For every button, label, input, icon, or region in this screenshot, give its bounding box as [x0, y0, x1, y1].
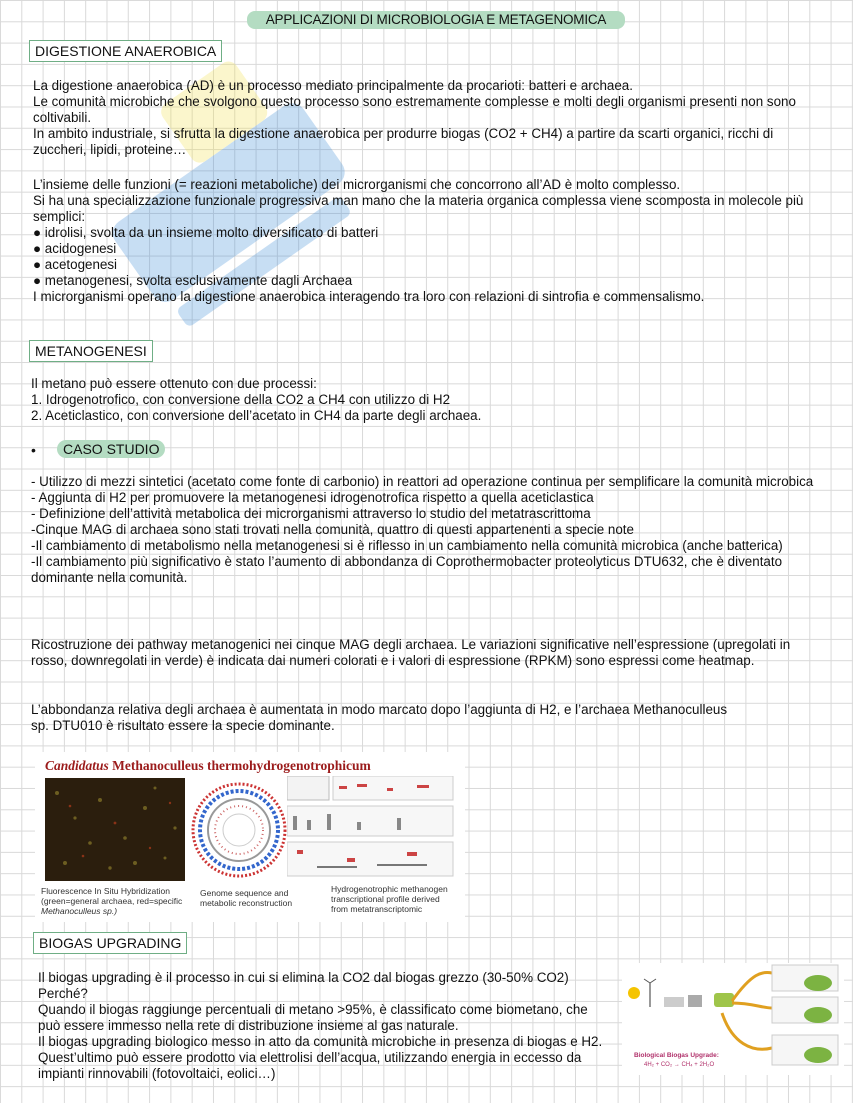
section-heading-digestione: DIGESTIONE ANAEROBICA: [29, 40, 222, 62]
list-item: -Il cambiamento di metabolismo nella metanogenesi si è riflesso in un cambiamento nella comunità microbica (anche batterica): [31, 538, 783, 553]
list-item: ● acidogenesi: [33, 241, 117, 256]
text-line: Il biogas upgrading biologico messo in atto da comunità microbiche in presenza di biogas e H2. Quest’ultimo può essere prodotto via elettrolisi dell’acqua, utilizzando energia in eccesso da impianti rinnovabili (fotovoltaici, eolici…): [38, 1034, 603, 1081]
list-item: ● metanogenesi, svolta esclusivamente dagli Archaea: [33, 273, 353, 288]
list-item: - Definizione dell’attività metabolica dei microrganismi attraverso lo studio del metatrascrittoma: [31, 506, 591, 521]
circular-genome-map: [187, 774, 297, 882]
caption-fish: [41, 886, 182, 916]
fish-microscopy-image: [45, 778, 185, 881]
metanogenesi-processes: [31, 376, 821, 424]
caso-studio-bullet: •: [31, 442, 36, 458]
caption-line: metabolic reconstruction: [200, 898, 293, 908]
list-item: ● acetogenesi: [33, 257, 118, 272]
list-item: 1. Idrogenotrofico, con conversione della CO2 a CH4 con utilizzo di H2: [31, 392, 451, 407]
text-line: La digestione anaerobica (AD) è un processo mediato principalmente da procarioti: batteri e archaea.: [33, 78, 633, 93]
caption-line: (green=general archaea, red=specific: [41, 896, 183, 906]
figure-title-italic: Candidatus: [45, 758, 109, 773]
biogas-paragraph: [38, 970, 610, 1082]
section-heading-biogas: BIOGAS UPGRADING: [33, 932, 187, 954]
ricostruzione-paragraph: Ricostruzione dei pathway metanogenici nei cinque MAG degli archaea. Le variazioni significative nell’espressione (upregolati in rosso, downregolati in verde) è indicata dai numeri colorati e i valori di espressione (RPKM) sono espressi come heatmap.: [31, 637, 791, 668]
caption-line: Genome sequence and: [200, 888, 289, 898]
transcriptional-profile-panels: [287, 776, 457, 880]
text-line: Il metano può essere ottenuto con due processi:: [31, 376, 317, 391]
text-line: Le comunità microbiche che svolgono questo processo sono estremamente complesse e molti degli organismi presenti non sono coltivabili.: [33, 94, 796, 125]
caption-line: from metatranscriptomic: [331, 904, 423, 914]
list-item: - Utilizzo di mezzi sintetici (acetato come fonte di carbonio) in reattori ad operazione continua per semplificare la comunità microbica: [31, 474, 814, 489]
text-line: Il biogas upgrading è il processo in cui si elimina la CO2 dal biogas grezzo (30-50% CO2): [38, 970, 569, 985]
list-item: -Il cambiamento più significativo è stato l’aumento di abbondanza di Coprothermobacter proteolyticus DTU632, che è diventato dominante nella comunità.: [31, 554, 783, 585]
text-line: Quando il biogas raggiunge percentuali di metano >95%, è classificato come biometano, che può essere immesso nella rete di distribuzione insieme al gas naturale.: [38, 1002, 588, 1033]
caption-line: transcriptional profile derived: [331, 894, 440, 904]
list-item: - Aggiunta di H2 per promuovere la metanogenesi idrogenotrofica rispetto a quella aceticlastica: [31, 490, 594, 505]
caso-studio-list: [31, 474, 821, 586]
caso-studio-label: CASO STUDIO: [57, 440, 165, 458]
text-line: Perché?: [38, 986, 88, 1001]
biogas-upgrade-diagram: [622, 963, 844, 1075]
diagram-label: Biological Biogas Upgrade:: [634, 1052, 719, 1059]
text-line: Si ha una specializzazione funzionale progressiva man mano che la materia organica complessa viene scomposta in molecole più semplici:: [33, 193, 804, 224]
figure-title: [45, 758, 371, 774]
abbondanza-paragraph: L’abbondanza relativa degli archaea è aumentata in modo marcato dopo l’aggiunta di H2, e l’archaea Methanoculleus sp. DTU010 è risultato essere la specie dominante.: [31, 702, 728, 733]
list-item: 2. Aceticlastico, con conversione dell’acetato in CH4 da parte degli archaea.: [31, 408, 482, 423]
caption-line: Methanoculleus sp.): [41, 906, 118, 916]
caption-transcriptional: [331, 884, 448, 914]
text-line: I microrganismi operano la digestione anaerobica interagendo tra loro con relazioni di sintrofia e commensalismo.: [33, 289, 705, 304]
section-heading-metanogenesi: METANOGENESI: [29, 340, 153, 362]
digestione-paragraph-1: [33, 78, 823, 158]
caption-line: Hydrogenotrophic methanogen: [331, 884, 448, 894]
figure-title-rest: Methanoculleus thermohydrogenotrophicum: [108, 758, 371, 773]
list-item: -Cinque MAG di archaea sono stati trovati nella comunità, quattro di questi appartenenti a specie note: [31, 522, 634, 537]
page-title: APPLICAZIONI DI MICROBIOLOGIA E METAGENOMICA: [247, 11, 625, 29]
text-line: L’insieme delle funzioni (= reazioni metaboliche) dei microrganismi che concorrono all’AD è molto complesso.: [33, 177, 681, 192]
diagram-equation: 4H₂ + CO₂ → CH₄ + 2H₂O: [644, 1062, 715, 1068]
caption-line: Fluorescence In Situ Hybridization: [41, 886, 170, 896]
caption-genome: [200, 888, 292, 908]
digestione-paragraph-2: [33, 177, 823, 305]
methanoculleus-figure: [35, 752, 465, 922]
text-line: In ambito industriale, si sfrutta la digestione anaerobica per produrre biogas (CO2 + CH4) a partire da scarti organici, ricchi di zuccheri, lipidi, proteine…: [33, 126, 774, 157]
list-item: ● idrolisi, svolta da un insieme molto diversificato di batteri: [33, 225, 379, 240]
